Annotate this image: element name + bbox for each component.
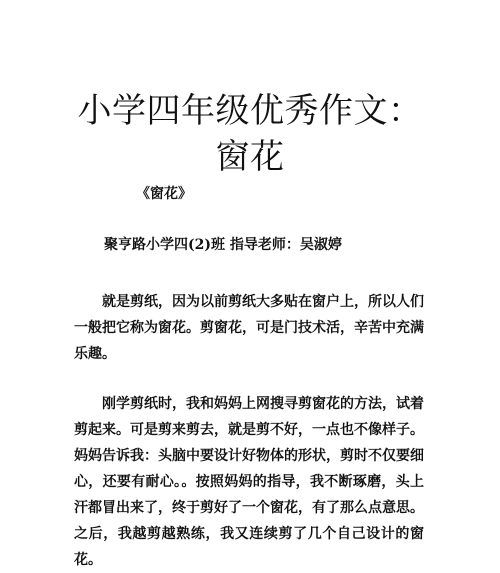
paragraph-1: 就是剪纸，因为以前剪纸大多贴在窗户上，所以人们一般把它称为窗花。剪窗花，可是门技术活，辛苦中充满乐趣。	[74, 294, 424, 362]
essay-subtitle: 《窗花》	[136, 186, 192, 202]
author-byline: 聚亨路小学四(2)班 指导老师：吴淑婷	[104, 237, 342, 253]
paragraph-2: 刚学剪纸时，我和妈妈上网搜寻剪窗花的方法，试着剪起来。可是剪来剪去，就是剪不好，一点也不像样子。妈妈告诉我：头脑中要设计好物体的形状，剪时不仅要细心，还要有耐心。。按照妈妈的指导，我不断琢磨，头上汗都冒出来了，终于剪好了一个窗花，有了那么点意思。之后，我越剪越熟练，我又连续剪了几个自己设计的窗花。	[74, 396, 424, 568]
document-title: 小学四年级优秀作文：窗花	[77, 91, 423, 177]
